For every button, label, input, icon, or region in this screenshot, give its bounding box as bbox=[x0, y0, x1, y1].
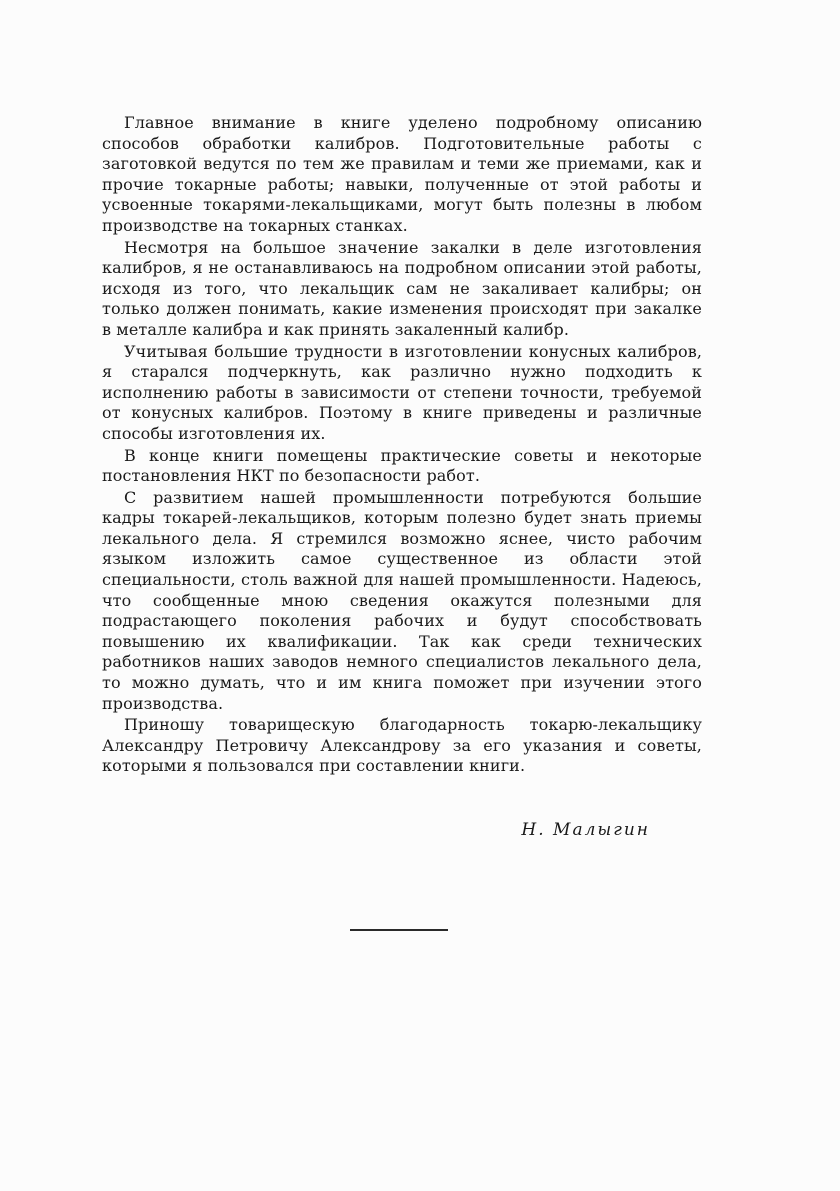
paragraph-1: Главное внимание в книге уделено подробному описанию способов обработки калибров. Подготовительные работы с заготовкой ведутся по тем же правилам и теми же приемами, как и прочие токарные работы; навыки, полученные от этой работы и усвоенные токарями-лекальщиками, могут быть полезны в любом производстве на токарных станках. bbox=[102, 113, 702, 235]
body-text bbox=[102, 113, 702, 778]
author-signature: Н. Малыгин bbox=[521, 820, 650, 840]
paragraph-4: В конце книги помещены практические советы и некоторые постановления НКТ по безопасности работ. bbox=[102, 445, 702, 486]
paragraph-5: С развитием нашей промышленности потребуются большие кадры токарей-лекальщиков, которым полезно будет знать приемы лекального дела. Я стремился возможно яснее, чисто рабочим языком изложить самое существенное из области этой специальности, столь важной для нашей промышленности. Надеюсь, что сообщенные мною сведения окажутся полезными для подрастающего поколения рабочих и будут способствовать повышению их квалификации. Так как среди технических работников наших заводов немного специалистов лекального дела, то можно думать, что и им книга поможет при изучении этого производства. bbox=[102, 487, 702, 713]
paragraph-2: Несмотря на большое значение закалки в деле изготовления калибров, я не останавливаюсь на подробном описании этой работы, исходя из того, что лекальщик сам не закаливает калибры; он только должен понимать, какие изменения происходят при закалке в металле калибра и как принять закаленный калибр. bbox=[102, 237, 702, 339]
paragraph-3: Учитывая большие трудности в изготовлении конусных калибров, я старался подчеркнуть, как различно нужно подходить к исполнению работы в зависимости от степени точности, требуемой от конусных калибров. Поэтому в книге приведены и различные способы изготовления их. bbox=[102, 341, 702, 443]
section-divider bbox=[350, 929, 448, 931]
paragraph-6: Приношу товарищескую благодарность токарю-лекальщику Александру Петровичу Александрову за его указания и советы, которыми я пользовался при составлении книги. bbox=[102, 715, 702, 776]
